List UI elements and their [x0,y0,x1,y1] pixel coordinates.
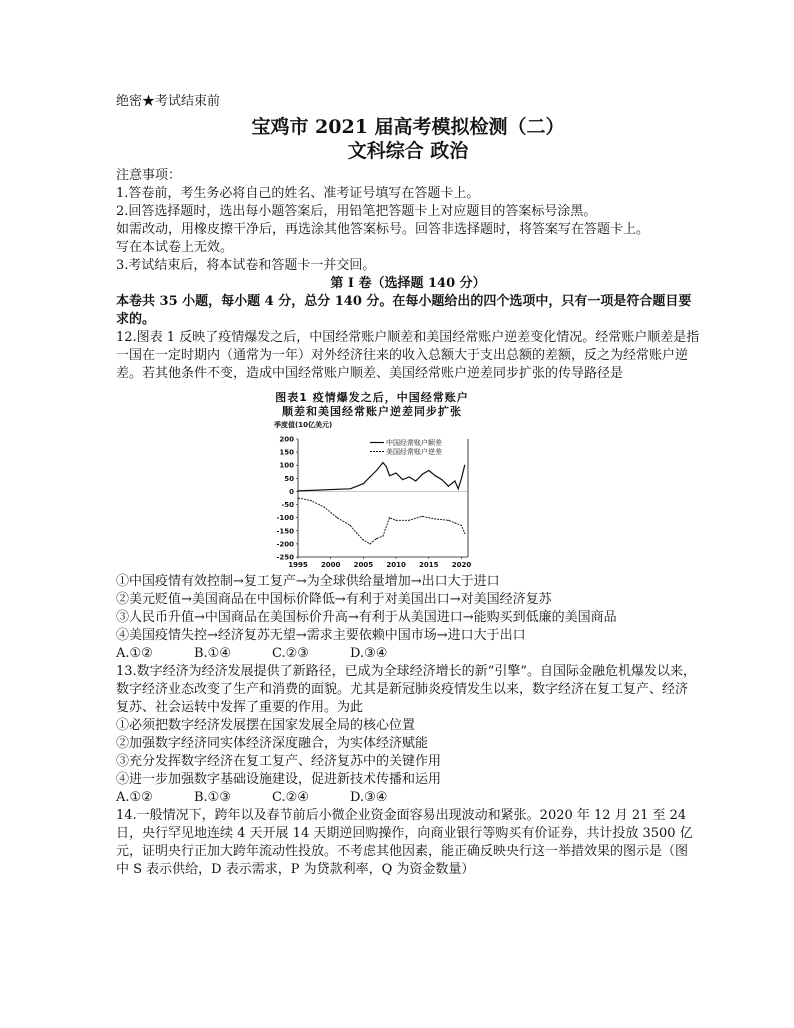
section-title: 第 I 卷（选择题 140 分） [330,276,486,291]
chart-point-1 [448,486,449,487]
q14-stem: 14.一般情况下，跨年以及春节前后小微企业资金面容易出现波动和紧张。2020 年 12 月 21 至 24 日，央行罕见地连续 4 天开展 14 天期逆回购操作，向商业银行等购买有价证券，共计投放 3500 亿元，证明央行正加大跨年流动性投放。不考虑其他因素，能正确反映央行这一举措效果的图示是（图中 S 表示供给，D 表示需求，P 为贷款利率，Q 为资金数量） [116,808,693,877]
chart-point-1 [363,483,364,484]
notes-item-2-cont: 如需改动，用橡皮擦干净后，再选涂其他答案标号。回答非选择题时，将答案写在答题卡上。 [116,222,650,237]
chart-point-1 [317,490,318,491]
chart-point-1 [454,480,455,481]
chart-ytick-label: -250 [276,553,294,562]
chart-legend-label: 美国经常账户逆差 [386,448,442,456]
q13-choice-a: A.①② [116,790,153,805]
chart-xtick-label: 2000 [320,561,341,569]
chart-point-2 [435,518,436,519]
q12-option-2: ②美元贬值→美国商品在中国标价降低→有利于对美国出口→对美国经济复苏 [116,592,552,607]
chart-point-2 [389,517,390,518]
chart-figure [272,391,472,569]
exam-title: 宝鸡市 2021 届高考模拟检测（二） [251,116,565,138]
chart-title-line-1: 图表1 疫情爆发之后，中国经常账户 [275,391,469,404]
chart-point-1 [441,479,442,480]
notes-item-2: 2.回答选择题时，选出每小题答案后，用铅笔把答题卡上对应题目的答案标号涂黑。 [116,204,597,219]
chart-xtick-label: 1995 [288,561,308,569]
q12-choice-b: B.①④ [194,646,231,661]
chart-ytick-label: 100 [279,461,294,470]
chart-point-2 [464,533,465,534]
chart-ytick-label: 150 [279,448,294,457]
chart-point-1 [297,490,298,491]
q12-choice-c: C.②③ [272,646,309,661]
q12-choices [116,645,700,663]
chart-xtick-label: 2005 [353,561,374,569]
chart-point-1 [422,474,423,475]
q13-choice-c: C.②④ [272,790,309,805]
chart-point-2 [382,535,383,536]
chart-point-1 [402,479,403,480]
chart-title-line-2: 顺差和美国经常账户逆差同步扩张 [282,405,462,418]
chart-ytick-label: 200 [279,435,294,444]
chart-xtick-label: 2015 [419,561,439,569]
chart-legend-label: 中国经常账户顺差 [386,439,442,447]
notes-item-1: 1.答卷前，考生务必将自己的姓名、准考证号填写在答题卡上。 [116,186,480,201]
q13-option-3: ③充分发挥数字经济在复工复产、经济复苏中的关键作用 [116,754,442,769]
chart-point-2 [310,500,311,501]
chart-point-1 [415,480,416,481]
q12-choice-a: A.①② [116,646,153,661]
q12-option-4: ④美国疫情失控→经济复苏无望→需求主要依赖中国市场→进口大于出口 [116,628,526,643]
chart-point-1 [428,470,429,471]
chart-ytick-label: -50 [281,501,294,510]
exam-subtitle: 文科综合 政治 [347,140,469,162]
chart-ytick-label: 0 [289,487,294,496]
chart-point-2 [356,533,357,534]
chart-point-1 [458,488,459,489]
chart-point-1 [337,489,338,490]
q12-option-1: ①中国疫情有效控制→复工复产→为全球供给量增加→出口大于进口 [116,574,500,589]
chart-point-1 [464,465,465,466]
chart-xtick-label: 2010 [386,561,406,569]
q13-choices [116,789,700,807]
chart-point-2 [454,522,455,523]
chart-point-2 [376,538,377,539]
chart-point-2 [461,525,462,526]
chart-point-1 [409,476,410,477]
q13-stem: 13.数字经济为经济发展提供了新路径，已成为全球经济增长的新“引擎”。自国际金融危机爆发以来，数字经济业态改变了生产和消费的面貌。尤其是新冠肺炎疫情发生以来，数字经济在复工复产、经济复苏、社会运转中发挥了重要的作用。为此 [116,664,696,715]
chart-point-1 [382,462,383,463]
chart-point-1 [369,476,370,477]
chart-ylabel: 季度值(10亿美元) [274,421,333,429]
chart-point-2 [369,543,370,544]
chart-point-2 [448,520,449,521]
chart-point-2 [363,539,364,540]
q13-option-1: ①必须把数字经济发展摆在国家发展全局的核心位置 [116,718,416,733]
chart-point-1 [350,488,351,489]
chart-series-line-2 [298,498,465,544]
chart-xtick-label: 2020 [451,561,472,569]
notes-heading: 注意事项： [116,168,182,183]
chart-ytick-label: -200 [276,540,294,549]
exam-page [116,93,700,879]
chart-ytick-label: -150 [276,527,294,536]
chart-point-2 [297,497,298,498]
chart-point-1 [435,475,436,476]
chart-series-line-1 [298,463,465,491]
q13-option-4: ④进一步加强数字基础设施建设，促进新技术传播和运用 [116,772,442,787]
q13-choice-d: D.③④ [350,790,388,805]
section-instruction: 本卷共 35 小题，每小题 4 分，总分 140 分。在每小题给出的四个选项中，只有一项是符合题目要求的。 [116,294,692,327]
q12-choice-d: D.③④ [350,646,388,661]
q13-choice-b: B.①③ [194,790,231,805]
q12-stem: 12.图表 1 反映了疫情爆发之后，中国经常账户顺差和美国经常账户逆差变化情况。经常账户顺差是指一国在一定时期内（通常为一年）对外经济往来的收入总额大于支出总额的差额，反之为经常账户逆差。若其他条件不变，造成中国经常账户顺差、美国经常账户逆差同步扩张的传导路径是 [116,330,700,381]
notes-item-3: 3.考试结束后，将本试卷和答题卡一并交回。 [116,258,376,273]
chart-point-2 [409,520,410,521]
chart-point-2 [422,516,423,517]
secret-label: 绝密★考试结束前 [116,94,221,109]
chart-point-2 [350,525,351,526]
chart-point-1 [395,472,396,473]
chart-point-1 [386,466,387,467]
notes-item-2-end: 写在本试卷上无效。 [116,240,234,255]
chart-ytick-label: -100 [276,514,294,523]
q13-option-2: ②加强数字经济同实体经济深度融合，为实体经济赋能 [116,736,429,751]
chart-point-1 [376,470,377,471]
chart-point-2 [324,507,325,508]
chart-svg [272,419,472,569]
chart-point-2 [337,517,338,518]
chart-point-1 [389,475,390,476]
q12-option-3: ③人民币升值→中国商品在美国标价升高→有利于从美国进口→能购买到低廉的美国商品 [116,610,617,625]
chart-point-1 [461,478,462,479]
chart-ytick-label: 50 [284,474,294,483]
chart-point-2 [395,520,396,521]
